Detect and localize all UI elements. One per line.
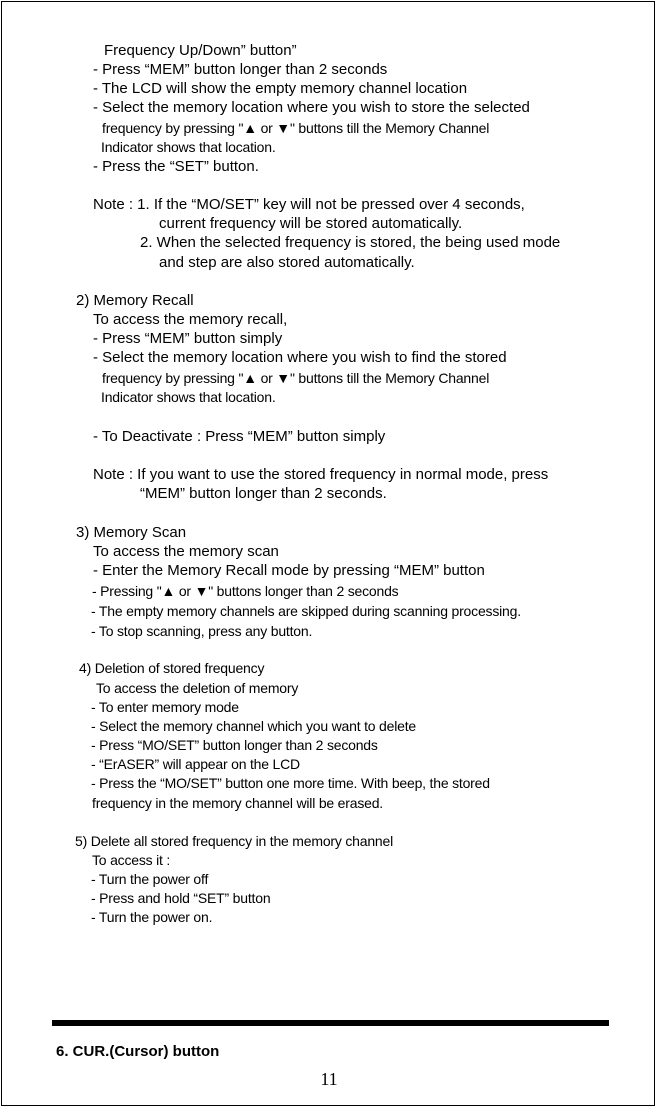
note-line: Note : If you want to use the stored frequency in normal mode, press [93,466,549,483]
text-line: - The LCD will show the empty memory channel location [93,80,468,97]
note-line: Note : 1. If the “MO/SET” key will not be pressed over 4 seconds, [93,196,525,213]
text-line: Frequency Up/Down” button” [104,42,297,59]
text-line: - To Deactivate : Press “MEM” button simply [93,428,386,445]
next-section-heading: 6. CUR.(Cursor) button [56,1043,220,1060]
section-heading: 2) Memory Recall [76,292,194,309]
page-number: 11 [320,1069,338,1089]
text-line: - Press “MEM” button longer than 2 seconds [93,61,388,78]
text-line: frequency in the memory channel will be erased. [92,795,383,811]
text-line: - Press and hold “SET” button [91,890,271,906]
text-line: - “ErASER” will appear on the LCD [91,756,300,772]
note-line: current frequency will be stored automatically. [159,215,463,232]
text-line: - Press “MEM” button simply [93,330,283,347]
text-line: frequency by pressing "▲ or ▼" buttons till the Memory Channel [102,370,490,386]
text-line: - To stop scanning, press any button. [91,623,313,639]
text-line: - Press “MO/SET” button longer than 2 seconds [91,737,378,753]
text-line: - The empty memory channels are skipped during scanning processing. [91,603,521,619]
text-line: frequency by pressing "▲ or ▼" buttons till the Memory Channel [102,120,490,136]
text-line: - Turn the power on. [91,909,213,925]
note-line: 2. When the selected frequency is stored, the being used mode [140,234,561,251]
text-line: - Pressing "▲ or ▼" buttons longer than 2 seconds [92,583,399,599]
text-line: To access the deletion of memory [96,680,299,696]
section-heading: 5) Delete all stored frequency in the memory channel [75,833,393,849]
section-heading: 3) Memory Scan [76,524,187,541]
text-line: - Select the memory location where you wish to find the stored [93,349,507,366]
text-line: - To enter memory mode [91,699,239,715]
text-line: Indicator shows that location. [101,389,276,405]
section-heading: 4) Deletion of stored frequency [79,660,265,676]
text-line: - Enter the Memory Recall mode by pressing “MEM” button [93,562,485,579]
section-divider [52,1020,609,1026]
text-line: To access the memory recall, [93,311,288,328]
text-line: To access the memory scan [93,543,279,560]
text-line: - Press the “SET” button. [93,158,259,175]
text-line: - Select the memory channel which you want to delete [91,718,416,734]
note-line: and step are also stored automatically. [159,254,415,271]
text-line: - Press the “MO/SET” button one more time. With beep, the stored [91,775,490,791]
note-line: “MEM” button longer than 2 seconds. [140,485,387,502]
text-line: - Select the memory location where you wish to store the selected [93,99,530,116]
text-line: - Turn the power off [91,871,209,887]
text-line: Indicator shows that location. [101,139,276,155]
text-line: To access it : [92,852,171,868]
